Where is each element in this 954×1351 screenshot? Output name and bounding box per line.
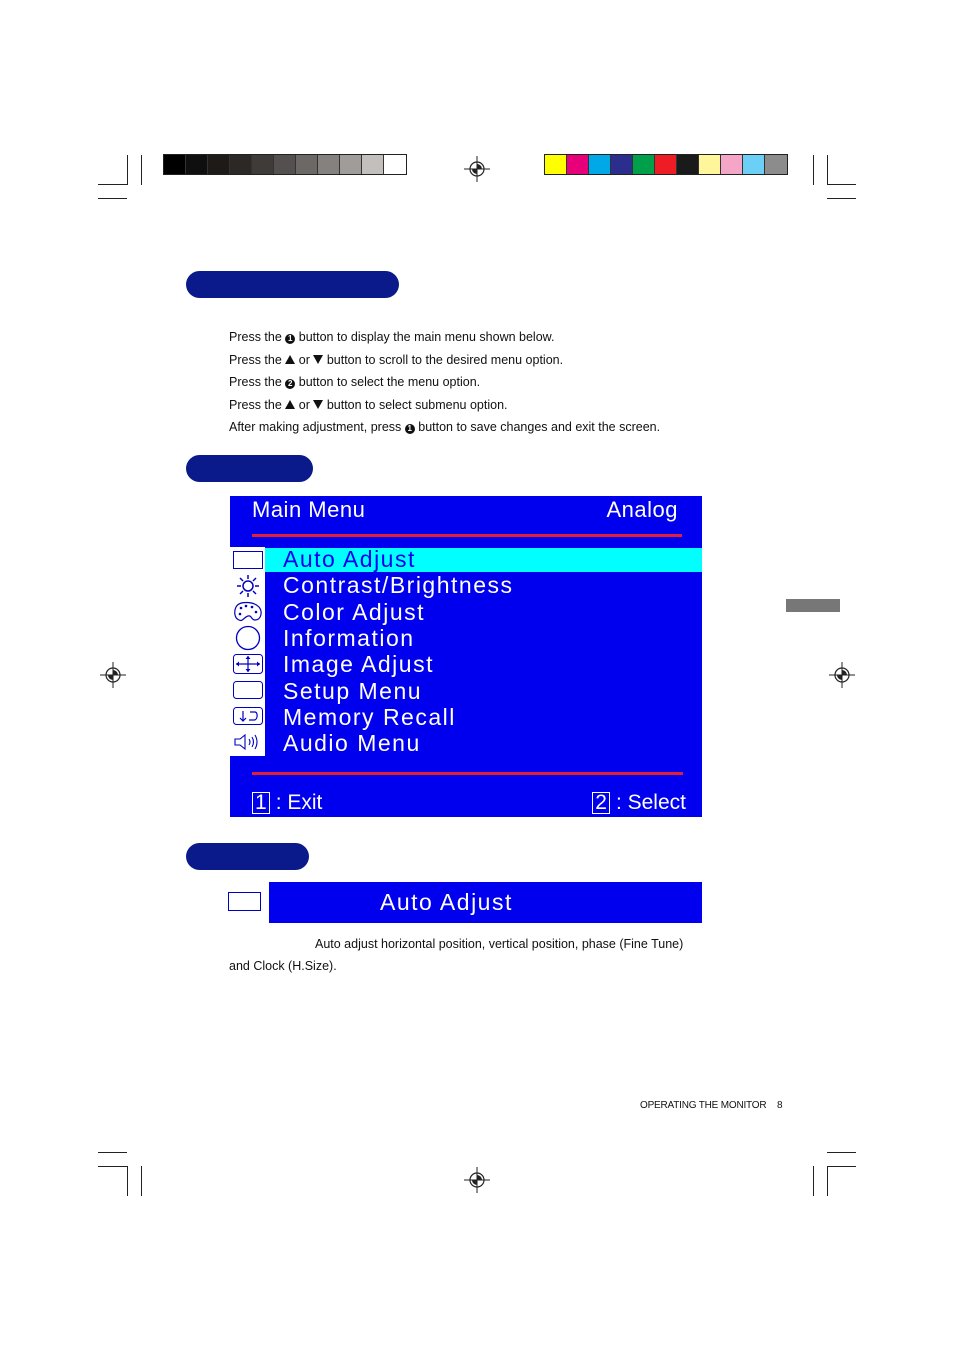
osd-item-information[interactable]: Information [283, 625, 415, 651]
color-palette-icon [230, 599, 265, 625]
calibration-swatch [765, 155, 787, 174]
page-number: 8 [776, 1100, 783, 1111]
instruction-text: button to select submenu option. [323, 397, 508, 412]
crop-mark [98, 184, 128, 185]
osd-item-auto-adjust[interactable]: Auto Adjust [283, 546, 416, 572]
menu-button-icon: 1 [285, 334, 295, 344]
instruction-line [229, 349, 660, 372]
instructions [229, 326, 660, 439]
memory-recall-icon [230, 703, 265, 729]
crop-mark [827, 155, 828, 185]
down-arrow-icon [313, 400, 323, 409]
calibration-swatch [655, 155, 677, 174]
calibration-swatch [677, 155, 699, 174]
crop-mark [827, 184, 856, 185]
instruction-text: Press the [229, 375, 286, 389]
instruction-text: Press the [229, 330, 286, 344]
calibration-swatch [252, 155, 274, 174]
instruction-text: After making adjustment, press [229, 420, 405, 434]
speaker-icon [230, 729, 265, 755]
crop-mark [813, 1166, 814, 1196]
section-header-pill [186, 271, 399, 298]
crop-mark [98, 1166, 128, 1167]
osd-item-setup-menu[interactable]: Setup Menu [283, 678, 423, 704]
osd-input-mode: Analog [606, 497, 678, 522]
registration-target-icon [100, 662, 126, 688]
crop-mark [127, 1166, 128, 1196]
registration-target-icon [464, 1167, 490, 1193]
crop-mark [141, 1166, 142, 1196]
crop-mark [141, 155, 142, 185]
auto-adjust-icon [230, 547, 265, 573]
calibration-swatch [296, 155, 318, 174]
instruction-text: button to display the main menu shown below. [295, 330, 555, 344]
crop-mark [827, 198, 856, 199]
exit-label: : Exit [275, 791, 323, 814]
crop-mark [827, 1166, 828, 1196]
auto-adjust-header [269, 882, 702, 923]
calibration-swatch [318, 155, 340, 174]
calibration-swatch [164, 155, 186, 174]
exit-key-badge: 1 [252, 792, 270, 814]
down-arrow-icon [313, 355, 323, 364]
instruction-text: Press the [229, 397, 286, 412]
calibration-swatch [384, 155, 406, 174]
instruction-text: Press the [229, 352, 286, 367]
crop-mark [813, 155, 814, 185]
instruction-line [229, 416, 660, 439]
calibration-swatch [743, 155, 765, 174]
calibration-swatch [589, 155, 611, 174]
instruction-text: button to scroll to the desired menu option. [323, 352, 564, 367]
instruction-line [229, 326, 660, 349]
calibration-swatch [699, 155, 721, 174]
auto-adjust-description-line1: Auto adjust horizontal position, vertical position, phase (Fine Tune) [315, 937, 684, 951]
calibration-swatch [362, 155, 384, 174]
instruction-line [229, 371, 660, 394]
calibration-swatch [633, 155, 655, 174]
osd-item-contrast-brightness[interactable]: Contrast/Brightness [283, 572, 514, 598]
color-calibration-bar [544, 154, 788, 175]
osd-item-color-adjust[interactable]: Color Adjust [283, 599, 426, 625]
image-adjust-arrows-icon [230, 651, 265, 677]
brightness-sun-icon [230, 573, 265, 599]
grayscale-calibration-bar [163, 154, 407, 175]
instruction-line [229, 394, 660, 417]
section-side-tab [786, 599, 840, 612]
calibration-swatch [186, 155, 208, 174]
setup-menu-icon [230, 677, 265, 703]
osd-select-hint [592, 791, 686, 815]
section-header-pill [186, 455, 313, 482]
instruction-text: button to save changes and exit the screen. [414, 420, 661, 434]
instruction-text: or [295, 397, 314, 412]
up-arrow-icon [285, 400, 295, 409]
calibration-swatch [230, 155, 252, 174]
calibration-swatch [611, 155, 633, 174]
crop-mark [127, 155, 128, 185]
auto-adjust-title: Auto Adjust [380, 889, 513, 915]
registration-target-icon [464, 156, 490, 182]
osd-title: Main Menu [252, 497, 366, 522]
page-footer [640, 1100, 782, 1111]
information-circle-icon [230, 625, 265, 651]
section-header-pill [186, 843, 309, 870]
osd-divider [252, 534, 682, 537]
osd-item-audio-menu[interactable]: Audio Menu [283, 730, 421, 756]
select-label: : Select [615, 791, 686, 814]
calibration-swatch [274, 155, 296, 174]
calibration-swatch [340, 155, 362, 174]
select-button-icon: 2 [285, 379, 295, 389]
footer-section: OPERATING THE MONITOR [640, 1100, 767, 1111]
calibration-swatch [567, 155, 589, 174]
registration-target-icon [829, 662, 855, 688]
osd-item-image-adjust[interactable]: Image Adjust [283, 651, 434, 677]
instruction-text: or [295, 352, 314, 367]
auto-adjust-description-line2: and Clock (H.Size). [229, 959, 337, 973]
calibration-swatch [545, 155, 567, 174]
auto-adjust-icon [228, 892, 261, 911]
osd-divider [252, 772, 683, 775]
osd-item-memory-recall[interactable]: Memory Recall [283, 704, 456, 730]
menu-button-icon: 1 [405, 424, 415, 434]
crop-mark [827, 1152, 856, 1153]
calibration-swatch [208, 155, 230, 174]
instruction-text: button to select the menu option. [295, 375, 481, 389]
up-arrow-icon [285, 355, 295, 364]
osd-exit-hint [252, 791, 322, 815]
calibration-swatch [721, 155, 743, 174]
osd-main-menu [230, 496, 702, 817]
select-key-badge: 2 [592, 792, 610, 814]
crop-mark [827, 1166, 856, 1167]
crop-mark [98, 198, 127, 199]
crop-mark [98, 1152, 127, 1153]
osd-icon-column [230, 547, 265, 756]
